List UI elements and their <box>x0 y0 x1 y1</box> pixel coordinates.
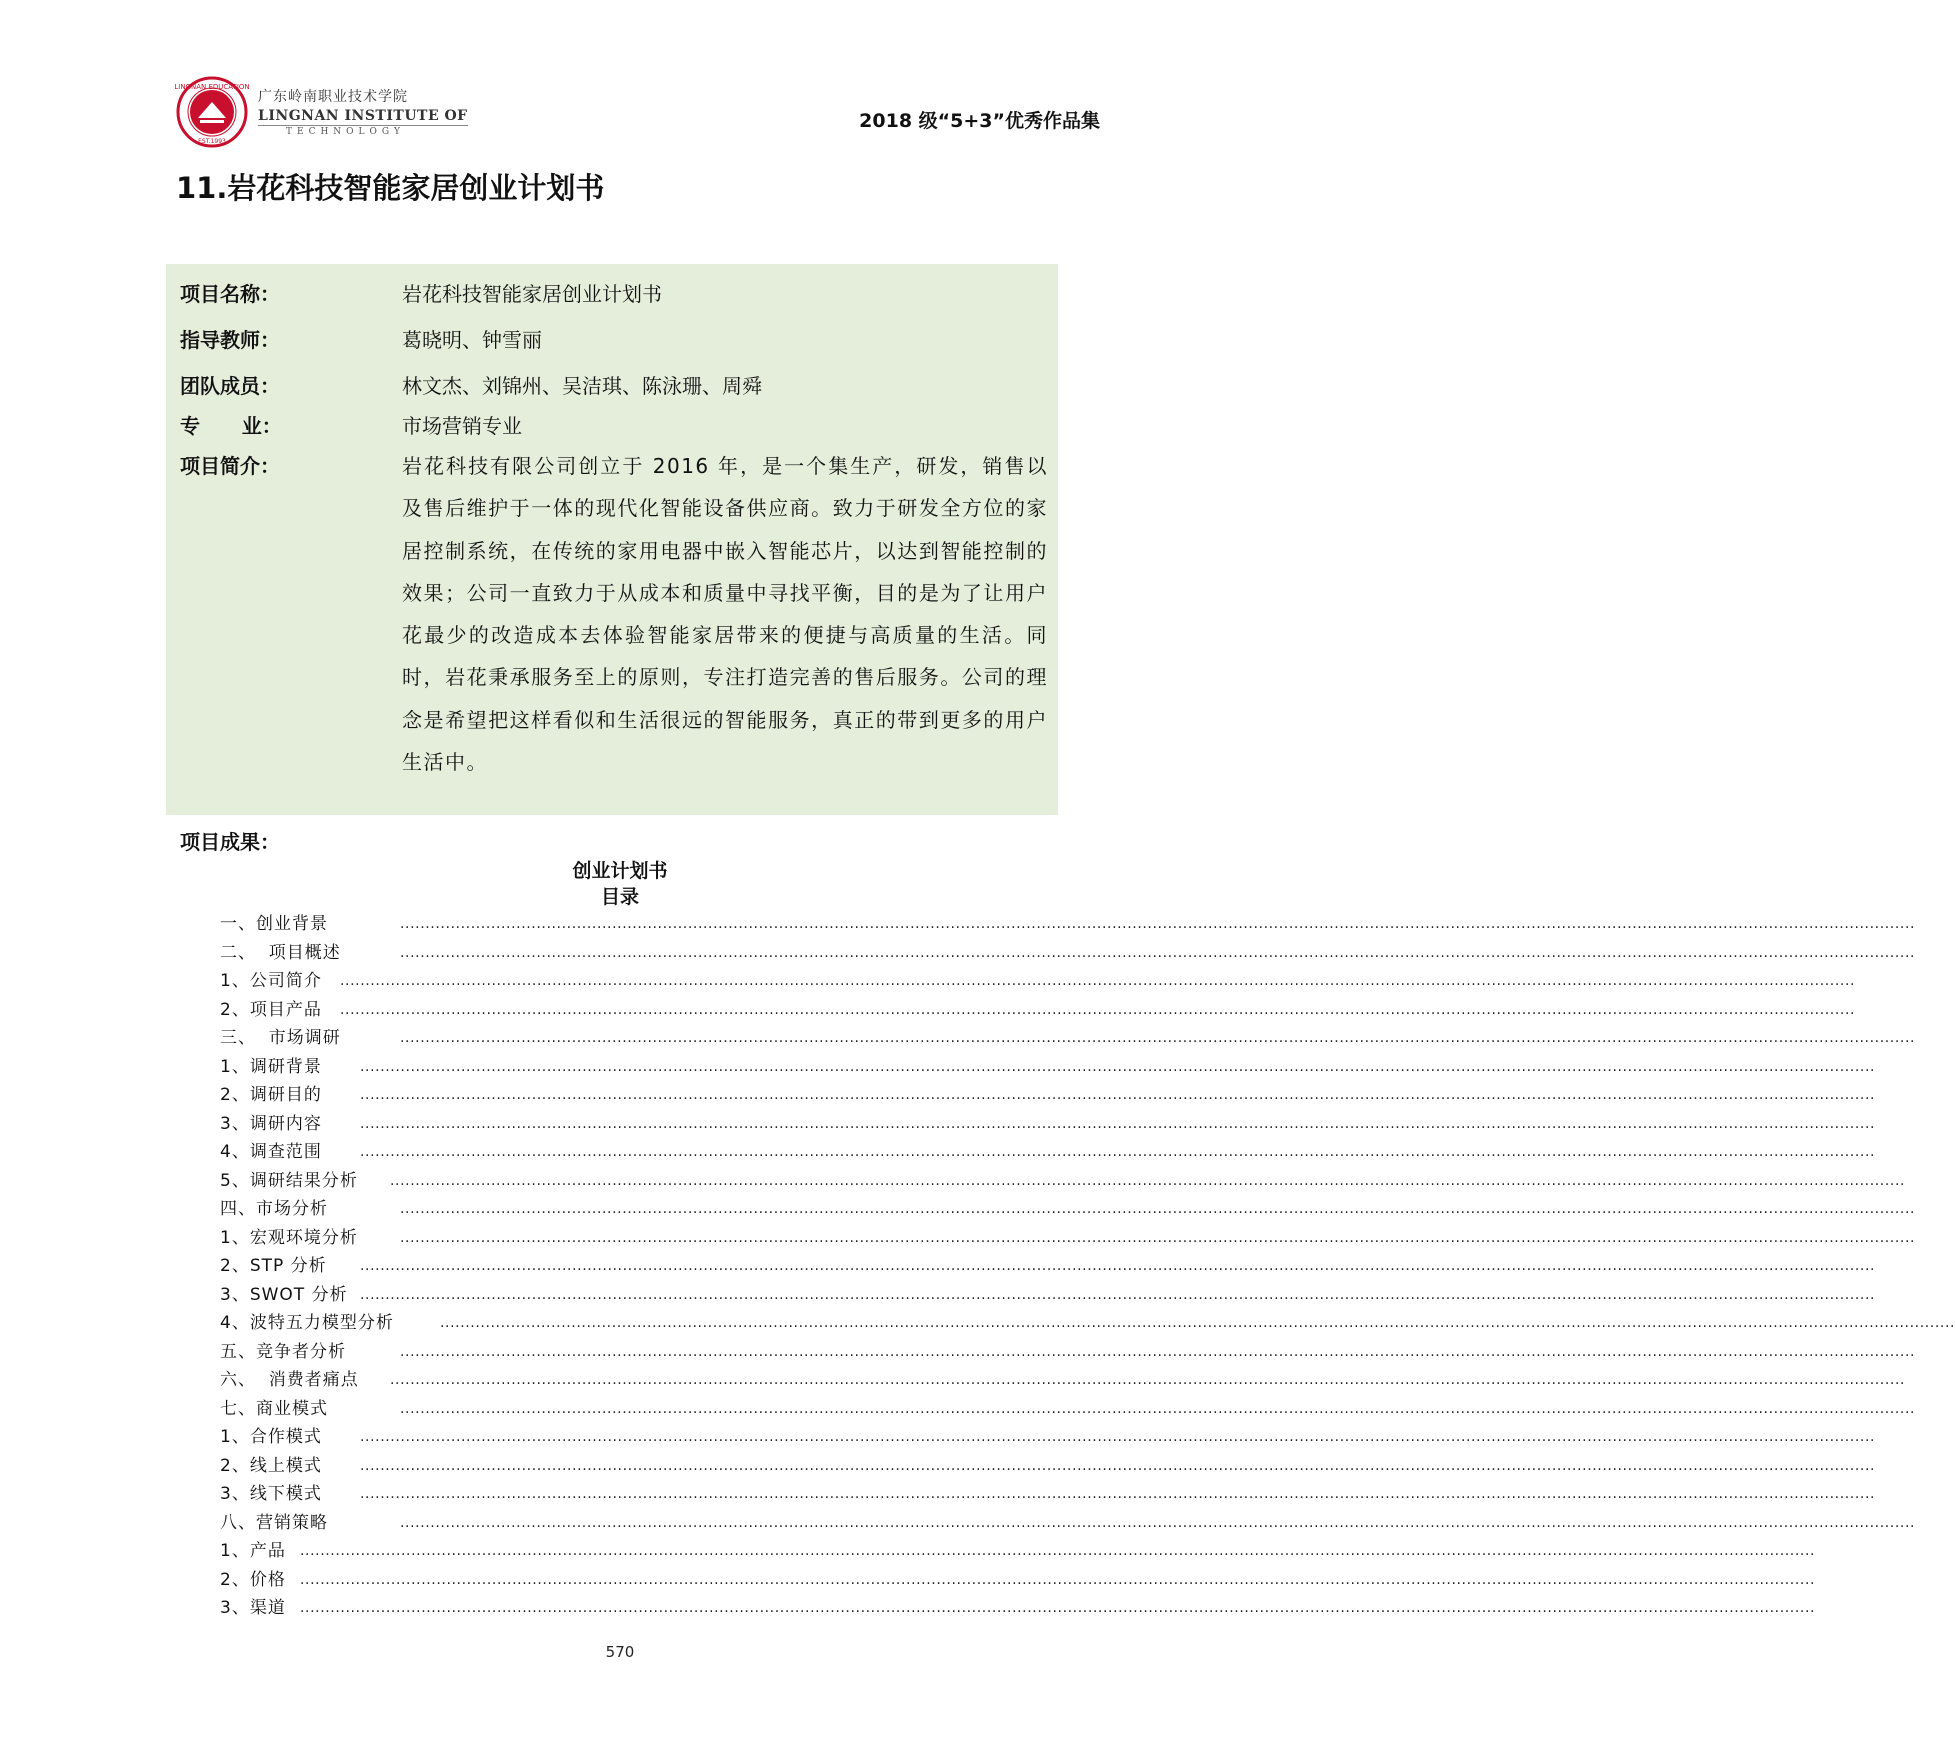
toc-item-text: 五、竞争者分析 <box>220 1341 346 1362</box>
toc-dot-leader: ............................................................................................................................................................................................................................................................................................................ <box>360 1286 1876 1303</box>
toc-item <box>220 1281 1876 1310</box>
toc-item <box>220 1366 1906 1395</box>
toc-item-text: 2、STP 分析 <box>220 1256 327 1276</box>
team-label: 团队成员： <box>180 374 280 398</box>
toc-item-text: 2、项目产品 <box>220 999 322 1020</box>
school-name-block <box>258 86 468 137</box>
collection-title: 2018 级“5+3”优秀作品集 <box>859 110 1100 132</box>
toc-item <box>220 1423 1876 1452</box>
toc-dot-leader: ............................................................................................................................................................................................................................................................................................................ <box>390 1372 1906 1388</box>
toc-dot-leader: ............................................................................................................................................................................................................................................................................................................ <box>360 1429 1876 1445</box>
toc-dot-leader: ............................................................................................................................................................................................................................................................................................................ <box>360 1058 1876 1075</box>
toc-item-text: 1、宏观环境分析 <box>220 1227 358 1248</box>
major-label: 专 业： <box>180 414 282 438</box>
toc-item <box>220 910 1916 939</box>
toc-item <box>220 939 1916 968</box>
toc-item-text: 3、线下模式 <box>220 1484 322 1504</box>
toc-item <box>220 1195 1916 1224</box>
toc-dot-leader: ............................................................................................................................................................................................................................................................................................................ <box>360 1486 1876 1502</box>
toc-item-text: 3、调研内容 <box>220 1113 322 1134</box>
toc-item-text: 四、市场分析 <box>220 1199 328 1219</box>
toc-item-text: 2、调研目的 <box>220 1085 322 1105</box>
toc-dot-leader: ............................................................................................................................................................................................................................................................................................................ <box>400 1030 1916 1046</box>
toc-item <box>220 996 1856 1025</box>
toc-item-text: 3、SWOT 分析 <box>220 1284 348 1305</box>
table-of-contents <box>220 910 1955 1623</box>
school-logo <box>176 76 248 148</box>
toc-dot-leader: ............................................................................................................................................................................................................................................................................................................ <box>400 1514 1916 1531</box>
toc-item <box>220 1167 1906 1196</box>
page-header <box>176 76 1100 148</box>
toc-item <box>220 1452 1876 1481</box>
toc-item <box>220 1509 1916 1538</box>
page-number: 570 <box>605 1643 635 1661</box>
toc-item-text: 八、营销策略 <box>220 1512 328 1533</box>
intro-label: 项目简介： <box>180 454 280 478</box>
toc-item <box>220 1395 1916 1424</box>
logo-ring-bottom: EST.1993 <box>198 138 226 145</box>
toc-dot-leader: ............................................................................................................................................................................................................................................................................................................ <box>400 944 1916 961</box>
toc-dot-leader: ............................................................................................................................................................................................................................................................................................................ <box>390 1172 1906 1189</box>
project-info-box <box>166 264 1058 815</box>
toc-dot-leader: ............................................................................................................................................................................................................................................................................................................ <box>360 1457 1876 1474</box>
toc-dot-leader: ............................................................................................................................................................................................................................................................................................................ <box>400 1229 1916 1246</box>
teacher-label: 指导教师： <box>180 328 280 352</box>
toc-dot-leader: ............................................................................................................................................................................................................................................................................................................ <box>400 916 1916 932</box>
toc-dot-leader: ............................................................................................................................................................................................................................................................................................................ <box>340 973 1856 989</box>
toc-item-text: 2、价格 <box>220 1569 286 1590</box>
toc-dot-leader: ............................................................................................................................................................................................................................................................................................................ <box>360 1258 1876 1274</box>
toc-dot-leader: ............................................................................................................................................................................................................................................................................................................ <box>340 1001 1856 1018</box>
toc-item <box>220 1480 1876 1509</box>
toc-dot-leader: ............................................................................................................................................................................................................................................................................................................ <box>300 1600 1816 1616</box>
toc-dot-leader: ............................................................................................................................................................................................................................................................................................................ <box>300 1543 1816 1559</box>
results-label: 项目成果： <box>180 830 280 854</box>
plan-title: 创业计划书 <box>572 860 668 882</box>
toc-item-text: 1、合作模式 <box>220 1427 322 1447</box>
toc-item-text: 1、产品 <box>220 1541 286 1561</box>
toc-item-text: 七、商业模式 <box>220 1398 328 1419</box>
toc-dot-leader: ............................................................................................................................................................................................................................................................................................................ <box>360 1087 1876 1103</box>
toc-item-text: 一、创业背景 <box>220 914 328 934</box>
toc-item <box>220 967 1856 996</box>
major-value: 市场营销专业 <box>402 414 522 438</box>
toc-item <box>220 1224 1916 1253</box>
toc-item <box>220 1338 1916 1367</box>
toc-item-text: 二、 项目概述 <box>220 942 341 963</box>
toc-item-text: 三、 市场调研 <box>220 1028 341 1048</box>
toc-dot-leader: ............................................................................................................................................................................................................................................................................................................ <box>400 1400 1916 1417</box>
team-value: 林文杰、刘锦州、吴洁琪、陈泳珊、周舜 <box>402 374 762 398</box>
toc-item <box>220 1252 1876 1281</box>
page-title: 11.岩花科技智能家居创业计划书 <box>176 171 605 205</box>
project-name-label: 项目名称： <box>180 282 280 306</box>
toc-item-text: 2、线上模式 <box>220 1455 322 1476</box>
toc-item-text: 1、公司简介 <box>220 971 322 991</box>
toc-dot-leader: ............................................................................................................................................................................................................................................................................................................ <box>400 1201 1916 1217</box>
toc-item <box>220 1594 1816 1623</box>
school-name-en-line2: TECHNOLOGY <box>258 125 468 137</box>
toc-item-text: 六、 消费者痛点 <box>220 1370 359 1390</box>
toc-item <box>220 1053 1876 1082</box>
toc-item <box>220 1309 1955 1338</box>
toc-item <box>220 1081 1876 1110</box>
toc-item <box>220 1566 1816 1595</box>
school-name-en: LINGNAN INSTITUTE OF <box>258 108 468 124</box>
intro-text: 岩花科技有限公司创立于 2016 年，是一个集生产，研发，销售以及售后维护于一体的现代化智能设备供应商。致力于研发全方位的家居控制系统，在传统的家用电器中嵌入智能芯片，以达到智能控制的效果；公司一直致力于从成本和质量中寻找平衡，目的是为了让用户花最少的改造成本去体验智能家居带来的便捷与高质量的生活。同时，岩花秉承服务至上的原则，专注打造完善的售后服务。公司的理念是希望把这样看似和生活很远的智能服务，真正的带到更多的用户生活中。 <box>402 454 1048 775</box>
project-name-value: 岩花科技智能家居创业计划书 <box>402 282 662 306</box>
toc-dot-leader: ............................................................................................................................................................................................................................................................................................................ <box>360 1115 1876 1132</box>
toc-item <box>220 1110 1876 1139</box>
toc-dot-leader: ............................................................................................................................................................................................................................................................................................................ <box>440 1315 1955 1331</box>
school-name-cn: 广东岭南职业技术学院 <box>258 89 408 105</box>
toc-item <box>220 1024 1916 1053</box>
toc-dot-leader: ............................................................................................................................................................................................................................................................................................................ <box>300 1571 1816 1588</box>
toc-item-text: 1、调研背景 <box>220 1056 322 1077</box>
toc-item-text: 4、调查范围 <box>220 1142 322 1162</box>
toc-item <box>220 1537 1816 1566</box>
toc-title: 目录 <box>600 886 639 908</box>
toc-dot-leader: ............................................................................................................................................................................................................................................................................................................ <box>360 1144 1876 1160</box>
logo-ring-top: LINGNAN EDUCATION <box>174 83 250 91</box>
toc-item-text: 3、渠道 <box>220 1598 286 1618</box>
toc-item-text: 5、调研结果分析 <box>220 1170 358 1191</box>
toc-dot-leader: ............................................................................................................................................................................................................................................................................................................ <box>400 1343 1916 1360</box>
teacher-value: 葛晓明、钟雪丽 <box>402 328 542 352</box>
toc-item-text: 4、波特五力模型分析 <box>220 1313 394 1333</box>
toc-item <box>220 1138 1876 1167</box>
